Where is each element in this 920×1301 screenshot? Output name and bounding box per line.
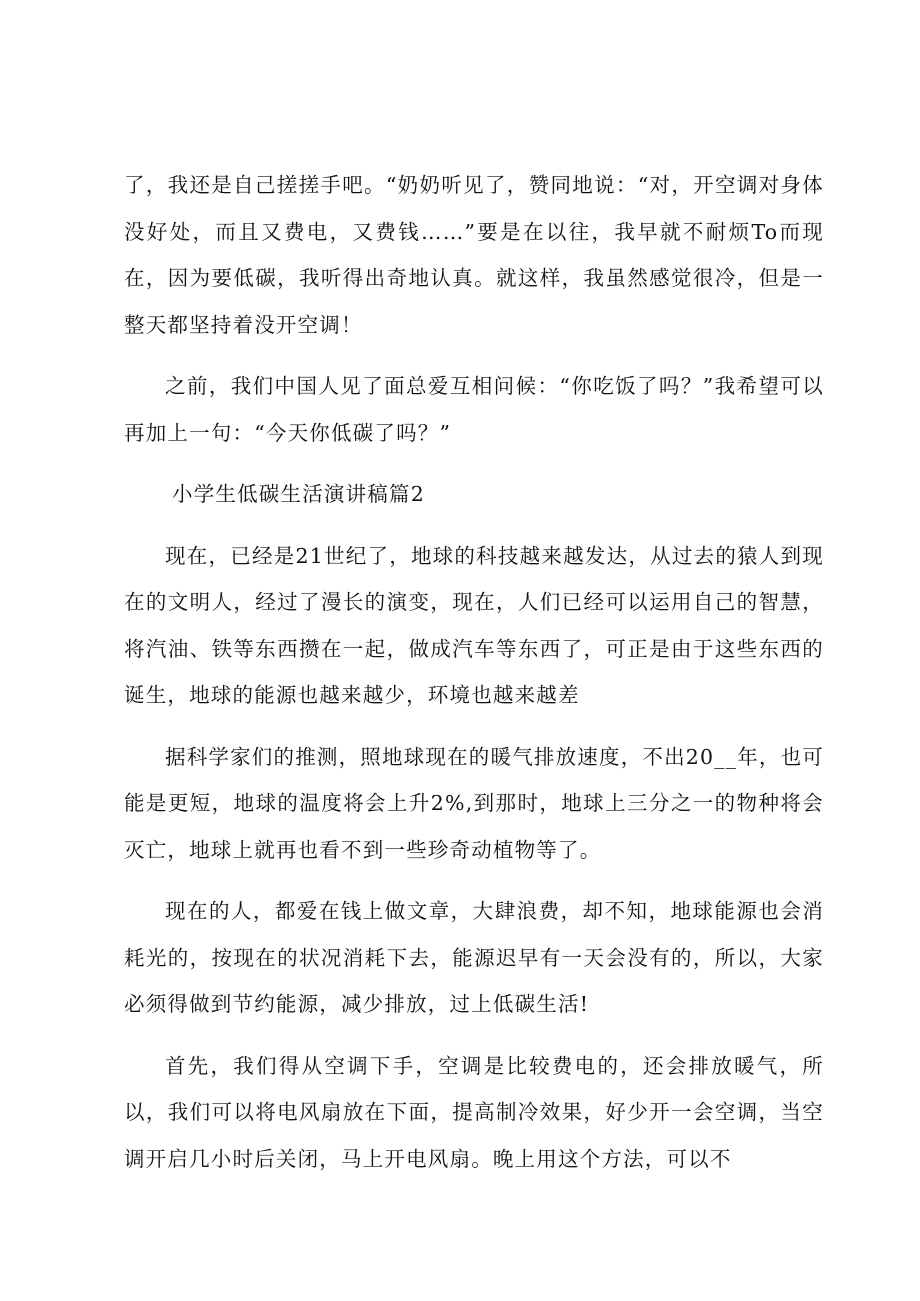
document-body — [124, 162, 824, 1197]
paragraph-5: 现在的人，都爱在钱上做文章，大肆浪费，却不知，地球能源也会消耗光的，按现在的状况消耗下去，能源迟早有一天会没有的，所以，大家必须得做到节约能源，减少排放，过上低碳生活! — [124, 899, 824, 1016]
paragraph-3: 现在，已经是21世纪了，地球的科技越来越发达，从过去的猿人到现在的文明人，经过了漫长的演变，现在，人们已经可以运用自己的智慧，将汽油、铁等东西攒在一起，做成汽车等东西了，可正是由于这些东西的诞生，地球的能源也越来越少，环境也越来越差 — [124, 543, 824, 707]
paragraph-4: 据科学家们的推测，照地球现在的暖气排放速度，不出20__年，也可能是更短，地球的温度将会上升2%,到那时，地球上三分之一的物种将会灭亡，地球上就再也看不到一些珍奇动植物等了。 — [124, 744, 824, 862]
paragraph-6: 首先，我们得从空调下手，空调是比较费电的，还会排放暖气，所以，我们可以将电风扇放在下面，提高制冷效果，好少开一会空调，当空调开启几小时后关闭，马上开电风扇。晚上用这个方法，可以不 — [124, 1053, 824, 1171]
section-heading: 小学生低碳生活演讲稿篇2 — [172, 482, 425, 506]
paragraph-1: 了，我还是自己搓搓手吧。“奶奶听见了，赞同地说：“对，开空调对身体没好处，而且又费电，又费钱……”要是在以往，我早就不耐烦To而现在，因为要低碳，我听得出奇地认真。就这样，我虽然感觉很冷，但是一整天都坚持着没开空调！ — [124, 173, 824, 337]
paragraph-2: 之前，我们中国人见了面总爱互相问候：“你吃饭了吗？”我希望可以再加上一句：“今天你低碳了吗？” — [124, 374, 824, 445]
